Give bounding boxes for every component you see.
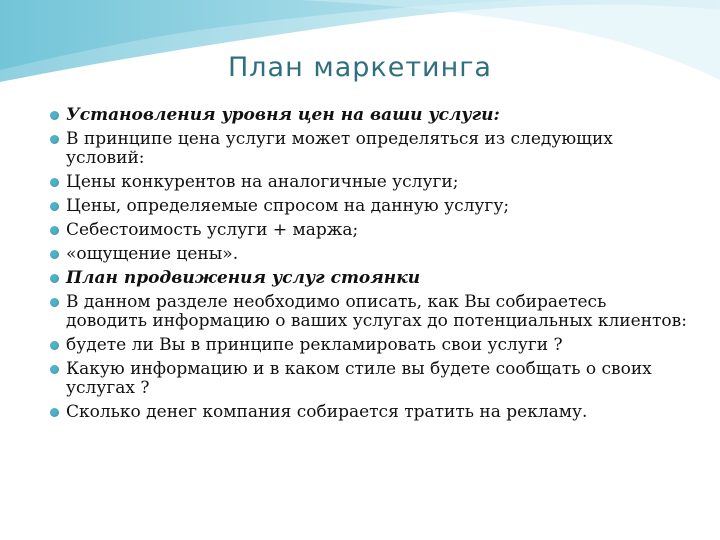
list-item (50, 336, 690, 355)
list-item-text: Себестоимость услуги + маржа; (66, 220, 359, 240)
list-item (50, 403, 690, 422)
bullet-icon (50, 274, 59, 283)
list-item (50, 106, 690, 125)
list-item (50, 360, 690, 398)
list-item (50, 173, 690, 192)
list-item (50, 245, 690, 264)
list-item (50, 221, 690, 240)
list-item-text: Цены конкурентов на аналогичные услуги; (66, 172, 459, 192)
bullet-icon (50, 408, 59, 417)
bullet-icon (50, 135, 59, 144)
bullet-icon (50, 298, 59, 307)
list-item-text: В данном разделе необходимо описать, как Вы собираетесь доводить информацию о ваших услугах до потенциальных клиентов: (66, 292, 687, 331)
list-item-text: Установления уровня цен на ваши услуги: (66, 105, 500, 125)
bullet-icon (50, 226, 59, 235)
list-item-text: В принципе цена услуги может определяться из следующих условий: (66, 129, 613, 168)
list-item-text: Какую информацию и в каком стиле вы будете сообщать о своих услугах ? (66, 359, 652, 398)
list-item-text: Сколько денег компания собирается тратить на рекламу. (66, 402, 588, 422)
list-item (50, 197, 690, 216)
bullet-icon (50, 111, 59, 120)
bullet-icon (50, 178, 59, 187)
list-item-text: будете ли Вы в принципе рекламировать свои услуги ? (66, 335, 563, 355)
bullet-list (50, 106, 690, 427)
bullet-icon (50, 365, 59, 374)
bullet-icon (50, 341, 59, 350)
slide-title: План маркетинга (228, 52, 492, 83)
bullet-icon (50, 250, 59, 259)
list-item-text: Цены, определяемые спросом на данную услугу; (66, 196, 510, 216)
list-item-text: План продвижения услуг стоянки (66, 268, 421, 288)
list-item (50, 269, 690, 288)
list-item-text: «ощущение цены». (66, 244, 239, 264)
list-item (50, 130, 690, 168)
list-item (50, 293, 690, 331)
bullet-icon (50, 202, 59, 211)
